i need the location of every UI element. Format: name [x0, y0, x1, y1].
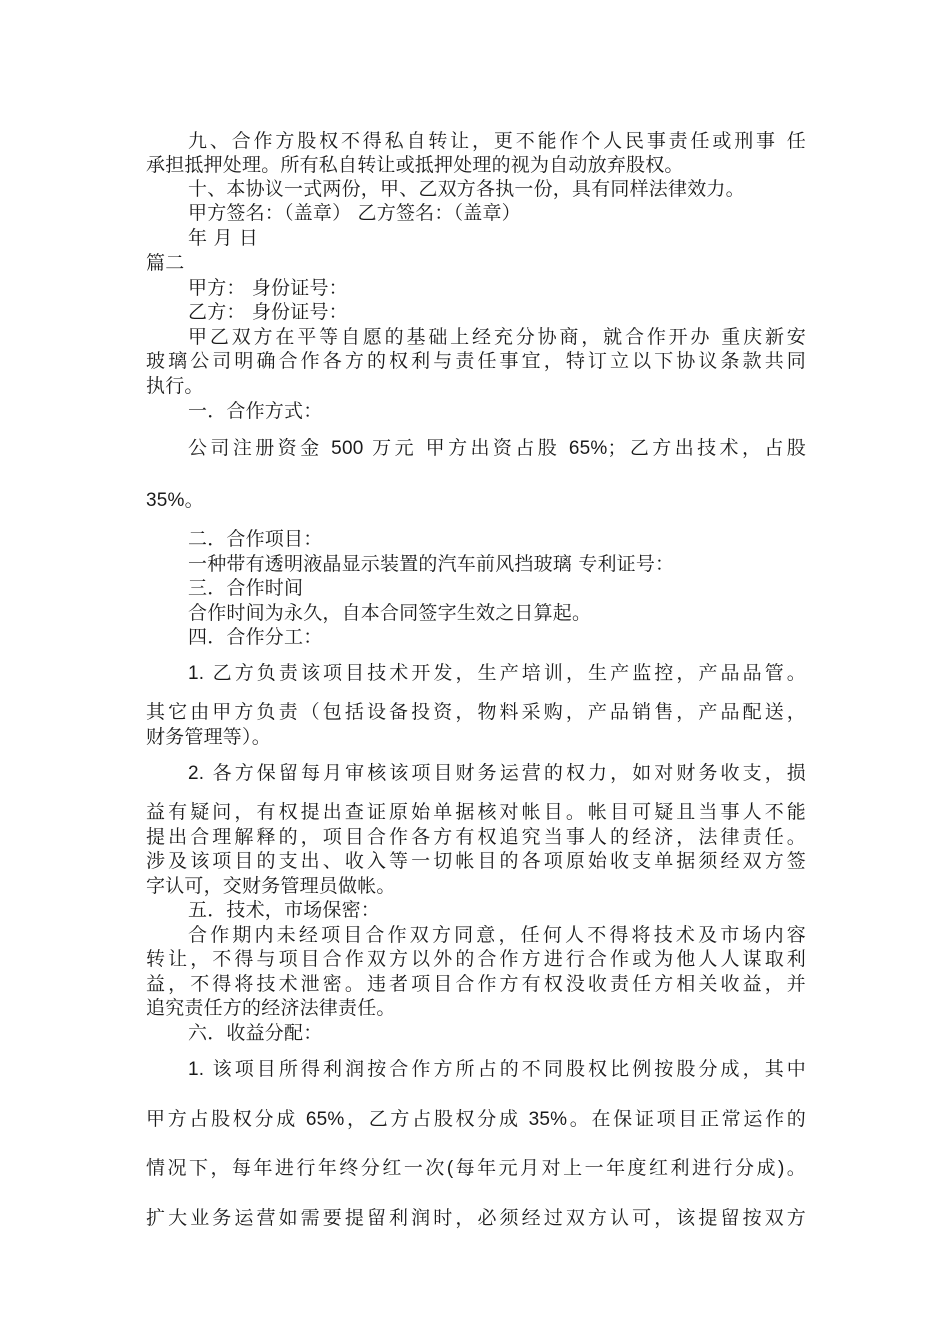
profit-item-1-line-4: 扩大业务运营如需要提留利润时，必须经过双方认可，该提留按双方 — [146, 1207, 806, 1229]
clause-9-line-1: 九、合作方股权不得私自转让，更不能作个人民事责任或刑事 任 — [188, 130, 806, 152]
division-item-1-line-2: 其它由甲方负责（包括设备投资，物料采购，产品销售，产品配送， — [146, 701, 806, 723]
section-heading-part-2: 篇二 — [146, 252, 185, 274]
profit-item-1-line-3: 情况下，每年进行年终分红一次(每年元月对上一年度红利进行分成)。 — [146, 1158, 806, 1179]
cooperation-time-text: 合作时间为永久，自本合同签字生效之日算起。 — [188, 602, 592, 624]
preamble-line-1: 甲乙双方在平等自愿的基础上经充分协商，就合作开办 重庆新安 — [188, 326, 806, 348]
capital-line-1: 公司注册资金 500 万元 甲方出资占股 65%；乙方出技术，占股 — [188, 438, 806, 459]
party-a-line: 甲方： 身份证号： — [188, 277, 348, 299]
preamble-line-3: 执行。 — [146, 375, 204, 397]
division-item-1-line-3: 财务管理等）。 — [146, 726, 271, 748]
heading-cooperation-method: 一．合作方式： — [188, 400, 323, 422]
profit-item-1-line-2: 甲方占股权分成 65%，乙方占股权分成 35%。在保证项目正常运作的 — [146, 1109, 806, 1130]
division-item-2-line-3: 提出合理解释的，项目合作各方有权追究当事人的经济，法律责任。 — [146, 826, 806, 848]
heading-cooperation-time: 三．合作时间 — [188, 577, 304, 599]
confidentiality-line-3: 益，不得将技术泄密。违者项目合作方有权没收责任方相关收益，并 — [146, 973, 806, 995]
heading-division-of-work: 四．合作分工： — [188, 626, 323, 648]
division-item-2-line-5: 字认可，交财务管理员做帐。 — [146, 875, 396, 897]
division-item-2-line-4: 涉及该项目的支出、收入等一切帐目的各项原始收支单据须经双方签 — [146, 850, 806, 872]
division-item-1-line-1: 1. 乙方负责该项目技术开发，生产培训，生产监控，产品品管。 — [188, 663, 806, 684]
party-b-line: 乙方： 身份证号： — [188, 301, 348, 323]
project-description: 一种带有透明液晶显示装置的汽车前风挡玻璃 专利证号： — [188, 553, 675, 575]
date-line: 年 月 日 — [188, 227, 259, 249]
clause-9-line-2: 承担抵押处理。所有私自转让或抵押处理的视为自动放弃股权。 — [146, 154, 684, 176]
heading-profit-distribution: 六．收益分配： — [188, 1022, 323, 1044]
heading-cooperation-project: 二．合作项目： — [188, 528, 323, 550]
preamble-line-2: 玻璃公司明确合作各方的权利与责任事宜，特订立以下协议条款共同 — [146, 350, 806, 372]
division-item-2-line-2: 益有疑问，有权提出查证原始单据核对帐目。帐目可疑且当事人不能 — [146, 801, 806, 823]
confidentiality-line-1: 合作期内未经项目合作双方同意，任何人不得将技术及市场内容 — [188, 924, 806, 946]
clause-10: 十、本协议一式两份，甲、乙双方各执一份，具有同样法律效力。 — [188, 178, 745, 200]
capital-line-2: 35%。 — [146, 490, 204, 511]
confidentiality-line-4: 追究责任方的经济法律责任。 — [146, 997, 396, 1019]
profit-item-1-line-1: 1. 该项目所得利润按合作方所占的不同股权比例按股分成，其中 — [188, 1059, 806, 1080]
division-item-2-line-1: 2. 各方保留每月审核该项目财务运营的权力，如对财务收支，损 — [188, 763, 806, 784]
signature-line: 甲方签名：（盖章） 乙方签名：（盖章） — [188, 202, 521, 224]
heading-confidentiality: 五．技术，市场保密： — [188, 899, 381, 921]
confidentiality-line-2: 转让，不得与项目合作双方以外的合作方进行合作或为他人人谋取利 — [146, 948, 806, 970]
